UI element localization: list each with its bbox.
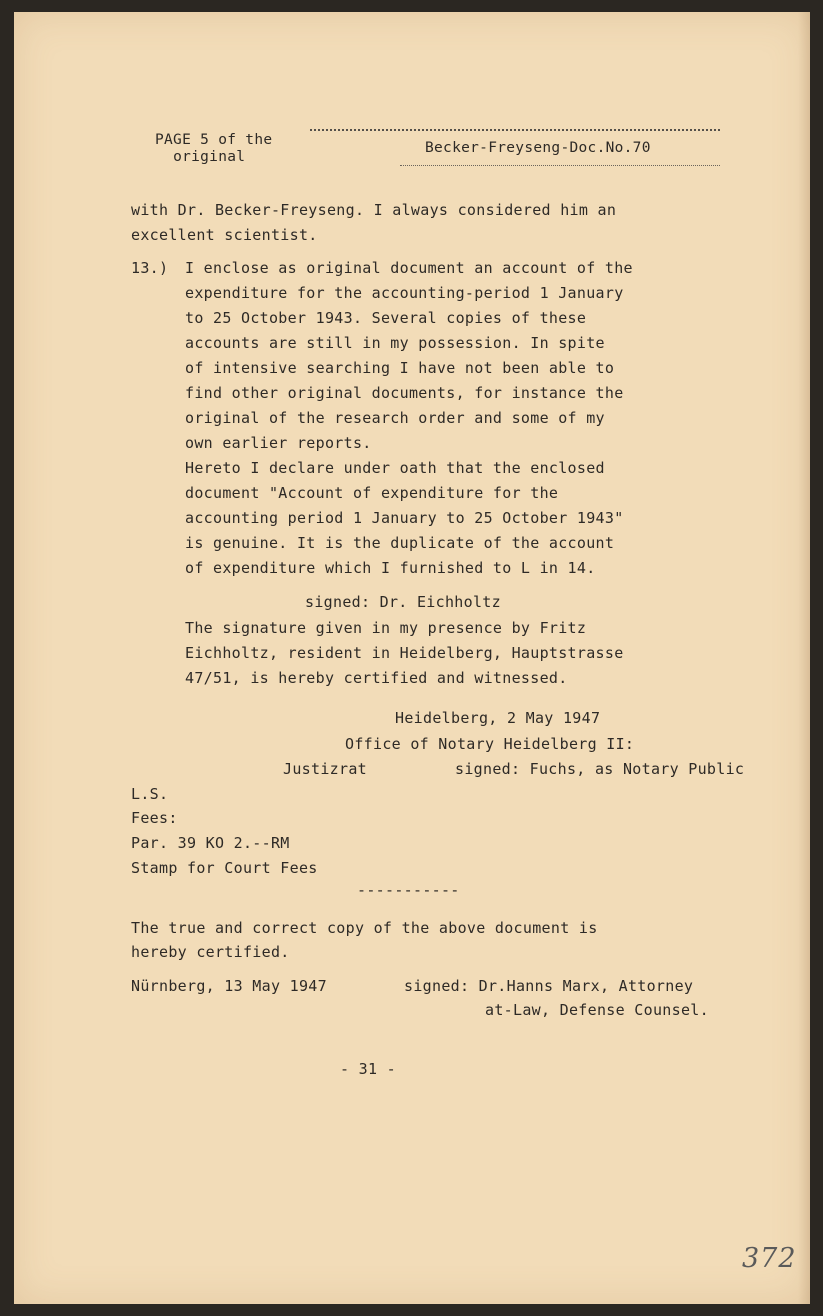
item-line: of intensive searching I have not been able to [185, 359, 615, 377]
copy-cert-signed: signed: Dr.Hanns Marx, Attorney [404, 977, 694, 995]
fees-label: Fees: [131, 809, 178, 827]
declaration-line: is genuine. It is the duplicate of the account [185, 534, 615, 552]
opening-line: with Dr. Becker-Freyseng. I always considered him an [131, 201, 617, 219]
declaration-line: of expenditure which I furnished to L in 14. [185, 559, 596, 577]
notary-office: Office of Notary Heidelberg II: [345, 735, 635, 753]
opening-line: excellent scientist. [131, 226, 318, 244]
item-number: 13.) [131, 259, 169, 277]
page-number: - 31 - [340, 1060, 396, 1078]
separator-line: ----------- [357, 881, 460, 899]
seal-marker: L.S. [131, 785, 169, 803]
item-line: own earlier reports. [185, 434, 372, 452]
copy-cert-line: The true and correct copy of the above document is [131, 919, 598, 937]
fees-paragraph: Par. 39 KO 2.--RM [131, 834, 290, 852]
copy-cert-place-date: Nürnberg, 13 May 1947 [131, 977, 327, 995]
archive-number: 372 [742, 1243, 797, 1274]
court-fees-stamp: Stamp for Court Fees [131, 859, 318, 877]
declaration-line: accounting period 1 January to 25 October 1943" [185, 509, 624, 527]
document-number: Becker-Freyseng-Doc.No.70 [425, 140, 651, 156]
header-dotted-rule [310, 129, 720, 131]
notary-place-date: Heidelberg, 2 May 1947 [395, 709, 601, 727]
certification-line: The signature given in my presence by Fritz [185, 619, 587, 637]
item-line: accounts are still in my possession. In spite [185, 334, 605, 352]
declaration-line: document "Account of expenditure for the [185, 484, 559, 502]
item-line: I enclose as original document an account of the [185, 259, 633, 277]
header-underline [400, 165, 720, 166]
certification-line: Eichholtz, resident in Heidelberg, Hauptstrasse [185, 644, 624, 662]
signature-line: signed: Dr. Eichholtz [305, 593, 501, 611]
page-reference-line2: original [173, 149, 246, 165]
page-reference-line1: PAGE 5 of the [155, 132, 273, 148]
notary-signed: signed: Fuchs, as Notary Public [455, 760, 745, 778]
copy-cert-signed: at-Law, Defense Counsel. [485, 1001, 709, 1019]
certification-line: 47/51, is hereby certified and witnessed. [185, 669, 568, 687]
item-line: to 25 October 1943. Several copies of these [185, 309, 587, 327]
item-line: find other original documents, for instance the [185, 384, 624, 402]
copy-cert-line: hereby certified. [131, 943, 290, 961]
item-line: expenditure for the accounting-period 1 January [185, 284, 624, 302]
page-reference [155, 132, 272, 166]
declaration-line: Hereto I declare under oath that the enclosed [185, 459, 605, 477]
notary-title: Justizrat [283, 760, 367, 778]
item-line: original of the research order and some of my [185, 409, 605, 427]
